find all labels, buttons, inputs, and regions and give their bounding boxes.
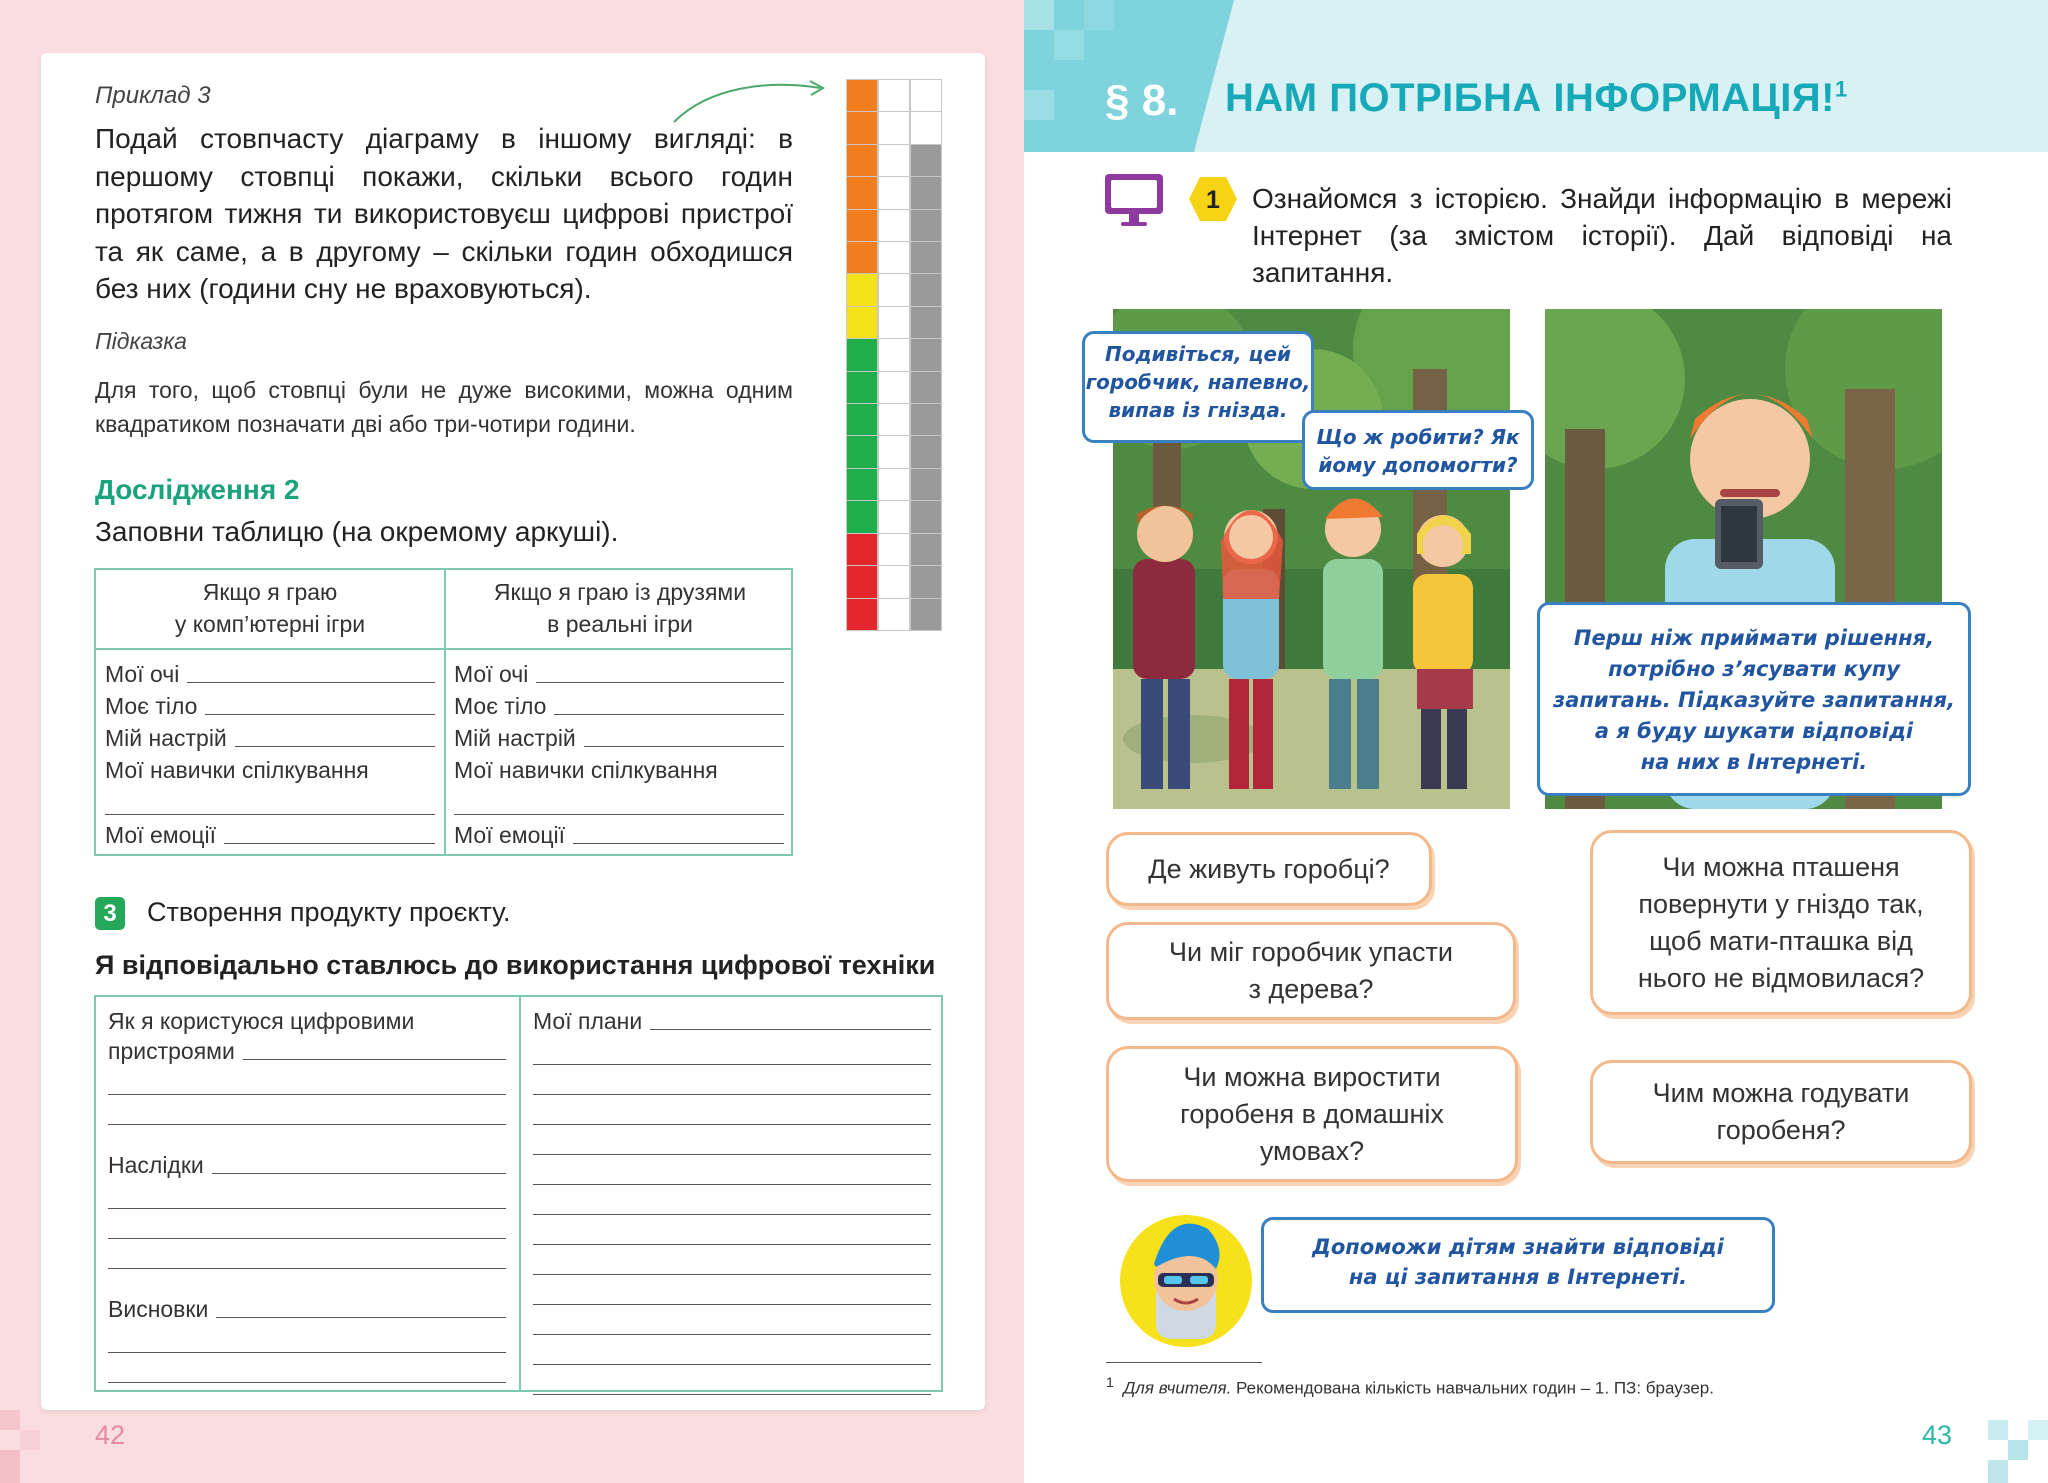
speech-line: а я буду шукати відповіді xyxy=(1594,719,1914,743)
answer-line[interactable] xyxy=(573,843,784,844)
pixel-decoration xyxy=(0,1390,60,1483)
answer-line[interactable] xyxy=(533,1275,931,1305)
footnote-marker: 1 xyxy=(1834,76,1848,102)
speech-line: Перш ніж приймати рішення, xyxy=(1573,626,1935,650)
question-line: Чи міг горобчик упасти xyxy=(1169,937,1453,967)
chart-cell xyxy=(910,566,942,598)
row-label: Моє тіло xyxy=(454,693,547,719)
chart-cell xyxy=(910,404,942,436)
answer-line[interactable] xyxy=(108,1179,506,1209)
chart-column-empty xyxy=(878,79,910,631)
speech-line: йому допомогти? xyxy=(1318,453,1518,477)
row-label: Мої очі xyxy=(454,661,529,687)
plan-lines xyxy=(533,1035,931,1395)
section-title-text: НАМ ПОТРІБНА ІНФОРМАЦІЯ! xyxy=(1225,76,1835,120)
project-table-right xyxy=(533,1005,931,1395)
research-table-column-1 xyxy=(105,656,435,849)
footnote xyxy=(1106,1375,1714,1399)
chart-cell xyxy=(846,339,878,371)
table-row[interactable] xyxy=(105,656,435,688)
field-label: Наслідки xyxy=(108,1152,204,1178)
pixel-decoration xyxy=(1988,1410,2048,1483)
answer-line[interactable] xyxy=(224,843,435,844)
chart-cell xyxy=(878,566,910,598)
chart-cell xyxy=(846,210,878,242)
chart-cell xyxy=(846,307,878,339)
answer-line[interactable] xyxy=(533,1095,931,1125)
answer-line[interactable] xyxy=(187,682,435,683)
question-bubble xyxy=(1106,832,1432,906)
field-row xyxy=(108,1005,506,1035)
answer-line[interactable] xyxy=(533,1245,931,1275)
question-line: горобеня в домашніх xyxy=(1180,1098,1444,1129)
answer-line[interactable] xyxy=(533,1185,931,1215)
question-line: щоб мати-пташка від xyxy=(1649,925,1913,956)
chart-cell xyxy=(846,469,878,501)
chart-cell xyxy=(846,501,878,533)
chart-cell xyxy=(910,436,942,468)
answer-line[interactable] xyxy=(533,1155,931,1185)
research-text: Заповни таблицю (на окремому аркуші). xyxy=(95,516,619,547)
field-row[interactable] xyxy=(108,1149,506,1179)
responsibility-title: Я відповідально ставлюсь до використання цифрової техніки xyxy=(95,950,936,980)
speech-line: запитань. Підказуйте запитання, xyxy=(1553,688,1955,712)
table-row[interactable] xyxy=(454,656,784,688)
answer-line[interactable] xyxy=(108,1239,506,1269)
hint-text: Для того, щоб стовпці були не дуже високими, можна одним квадратиком позначати дві або три-чотири години. xyxy=(95,377,793,437)
question-line: з дерева? xyxy=(1248,974,1374,1004)
answer-line[interactable] xyxy=(108,1065,506,1095)
answer-line[interactable] xyxy=(108,1353,506,1383)
answer-line[interactable] xyxy=(105,784,435,815)
footnote-italic: Для вчителя. xyxy=(1123,1378,1232,1398)
monitor-icon xyxy=(1103,172,1165,228)
robot-speech-bubble xyxy=(1261,1217,1775,1313)
answer-line[interactable] xyxy=(554,714,784,715)
row-label: Мій настрій xyxy=(454,725,576,751)
field-label: Мої плани xyxy=(533,1008,643,1034)
chart-cell xyxy=(878,112,910,144)
chart-cell xyxy=(878,177,910,209)
chart-cell xyxy=(878,210,910,242)
field-label: пристроями xyxy=(108,1038,235,1064)
row-label: Мої емоції xyxy=(454,822,566,848)
research-table xyxy=(94,568,793,856)
section-number: § 8. xyxy=(1105,76,1179,125)
chart-cell xyxy=(846,112,878,144)
speech-line: Подивіться, цей xyxy=(1104,342,1292,366)
answer-line[interactable] xyxy=(533,1125,931,1155)
chart-cell xyxy=(910,307,942,339)
step-3-badge: 3 xyxy=(95,897,125,930)
table-divider xyxy=(519,997,521,1390)
comic-speech-bubble-2 xyxy=(1302,410,1534,490)
chart-cell xyxy=(846,534,878,566)
header-line: Якщо я граю xyxy=(202,579,338,605)
chart-cell xyxy=(878,436,910,468)
table-divider xyxy=(96,648,791,650)
task-1-badge xyxy=(1188,175,1238,223)
chart-cell xyxy=(878,501,910,533)
row-label: Мій настрій xyxy=(105,725,227,751)
question-line: Чим можна годувати xyxy=(1652,1078,1910,1108)
chart-cell xyxy=(878,404,910,436)
header-line: Якщо я граю із друзями xyxy=(493,579,747,605)
answer-line[interactable] xyxy=(108,1209,506,1239)
header-line: у комп’ютерні ігри xyxy=(174,611,366,637)
chart-cell xyxy=(846,274,878,306)
table-row[interactable] xyxy=(105,817,435,849)
answer-line[interactable] xyxy=(108,1095,506,1125)
stacked-column-chart xyxy=(846,79,942,631)
answer-line[interactable] xyxy=(536,682,784,683)
field-label: Висновки xyxy=(108,1296,209,1322)
field-row[interactable] xyxy=(533,1005,931,1035)
row-label: Мої емоції xyxy=(105,822,217,848)
row-label: Мої навички спілкування xyxy=(454,757,718,783)
task-1-number: 1 xyxy=(1206,186,1220,214)
chart-cell xyxy=(846,566,878,598)
chart-cell xyxy=(910,599,942,631)
chart-cell xyxy=(910,145,942,177)
answer-line[interactable] xyxy=(533,1365,931,1395)
research-table-column-2 xyxy=(454,656,784,849)
field-row[interactable] xyxy=(108,1035,506,1065)
question-line: Чи можна виростити xyxy=(1183,1061,1441,1092)
table-row[interactable] xyxy=(454,688,784,720)
page-number-right: 43 xyxy=(1922,1420,1953,1450)
question-line: горобеня? xyxy=(1716,1115,1846,1145)
chart-cell xyxy=(910,372,942,404)
answer-line[interactable] xyxy=(205,714,435,715)
answer-line[interactable] xyxy=(216,1317,506,1318)
table-row[interactable] xyxy=(105,720,435,752)
footnote-rule xyxy=(1106,1362,1262,1363)
speech-line: випав із гнізда. xyxy=(1108,398,1288,422)
row-label: Мої навички спілкування xyxy=(105,757,369,783)
answer-line[interactable] xyxy=(108,1323,506,1353)
research-title: Дослідження 2 xyxy=(95,474,300,505)
table-row[interactable] xyxy=(105,752,435,784)
chart-cell xyxy=(910,501,942,533)
chart-cell xyxy=(910,534,942,566)
question-bubble xyxy=(1106,1046,1518,1182)
chart-cell xyxy=(846,599,878,631)
chart-cell xyxy=(910,274,942,306)
answer-line[interactable] xyxy=(212,1173,506,1174)
chart-cell xyxy=(846,404,878,436)
chart-cell xyxy=(846,436,878,468)
speech-line: потрібно з’ясувати купу xyxy=(1608,657,1900,681)
example-text: Подай стовпчасту діаграму в іншому вигляді: в першому стовпці покажи, скільки всього годин протягом тижня ти використовуєш цифрові пристрої та як саме, а в другому – скільки годин обходишся без них (години сну не враховуються). xyxy=(95,123,793,304)
answer-line[interactable] xyxy=(650,1029,931,1030)
chart-cell xyxy=(846,177,878,209)
chart-cell xyxy=(910,242,942,274)
answer-line[interactable] xyxy=(454,784,784,815)
comic-speech-bubble-3 xyxy=(1537,602,1971,796)
project-table xyxy=(94,995,943,1392)
question-bubble xyxy=(1590,1060,1972,1164)
answer-line[interactable] xyxy=(533,1035,931,1065)
chart-cell xyxy=(878,79,910,112)
question-line: Де живуть горобці? xyxy=(1148,853,1390,884)
row-label: Мої очі xyxy=(105,661,180,687)
chart-cell xyxy=(846,145,878,177)
task-1-text: Ознайомся з історією. Знайди інформацію в мережі Інтернет (за змістом історії). Дай відповіді на запитання. xyxy=(1252,183,1952,288)
question-bubble xyxy=(1590,830,1972,1015)
answer-line[interactable] xyxy=(235,746,435,747)
question-bubble xyxy=(1106,922,1516,1020)
row-label: Моє тіло xyxy=(105,693,198,719)
speech-line: Допоможи дітям знайти відповіді xyxy=(1312,1235,1724,1259)
research-table-header-2 xyxy=(446,576,794,640)
chart-cell xyxy=(878,274,910,306)
table-row[interactable] xyxy=(454,720,784,752)
speech-line: Що ж робити? Як xyxy=(1316,425,1520,449)
hint-label: Підказка xyxy=(95,328,187,354)
comic-speech-bubble-1 xyxy=(1082,331,1314,443)
chart-cell xyxy=(878,534,910,566)
question-line: умовах? xyxy=(1259,1135,1365,1166)
chart-cell xyxy=(878,307,910,339)
field-row[interactable] xyxy=(108,1293,506,1323)
question-line: Чи можна пташеня xyxy=(1662,851,1900,882)
chart-cell xyxy=(910,339,942,371)
project-table-left xyxy=(108,1005,506,1383)
chart-cell xyxy=(878,145,910,177)
chart-cell xyxy=(910,177,942,209)
section-title xyxy=(1225,76,1848,121)
question-line: нього не відмовилася? xyxy=(1637,962,1925,993)
robot-mascot-icon xyxy=(1116,1209,1268,1349)
chart-cell xyxy=(878,599,910,631)
chart-cell xyxy=(910,210,942,242)
step-3-text: Створення продукту проєкту. xyxy=(147,897,511,927)
chart-cell xyxy=(910,112,942,144)
speech-line: на ці запитання в Інтернеті. xyxy=(1348,1265,1688,1289)
table-row[interactable] xyxy=(454,752,784,784)
speech-line: горобчик, напевно, xyxy=(1085,370,1311,394)
chart-cell xyxy=(846,242,878,274)
answer-line[interactable] xyxy=(533,1305,931,1335)
table-row[interactable] xyxy=(454,817,784,849)
answer-line[interactable] xyxy=(533,1335,931,1365)
field-label: Як я користуюся цифровими xyxy=(108,1008,415,1034)
example-label: Приклад 3 xyxy=(95,82,211,109)
answer-line[interactable] xyxy=(584,746,784,747)
chart-cell xyxy=(878,339,910,371)
chart-cell xyxy=(878,242,910,274)
speech-line: на них в Інтернеті. xyxy=(1640,750,1868,774)
table-row[interactable] xyxy=(105,688,435,720)
chart-cell xyxy=(878,469,910,501)
research-table-header-1 xyxy=(96,576,444,640)
curved-arrow-icon xyxy=(670,76,830,126)
answer-line[interactable] xyxy=(533,1065,931,1095)
page-number-left: 42 xyxy=(95,1420,126,1450)
chart-cell xyxy=(878,372,910,404)
header-line: в реальні ігри xyxy=(547,611,693,637)
footnote-text: Рекомендована кількість навчальних годин – 1. ПЗ: браузер. xyxy=(1236,1378,1714,1398)
chart-cell xyxy=(910,469,942,501)
chart-cell xyxy=(910,79,942,112)
chart-cell xyxy=(846,372,878,404)
answer-line[interactable] xyxy=(533,1215,931,1245)
chart-cell xyxy=(846,79,878,112)
chart-column-digital xyxy=(846,79,878,631)
footnote-mark: 1 xyxy=(1106,1375,1114,1391)
chart-column-offline xyxy=(910,79,942,631)
question-line: повернути у гніздо так, xyxy=(1638,888,1924,919)
answer-line[interactable] xyxy=(243,1059,506,1060)
